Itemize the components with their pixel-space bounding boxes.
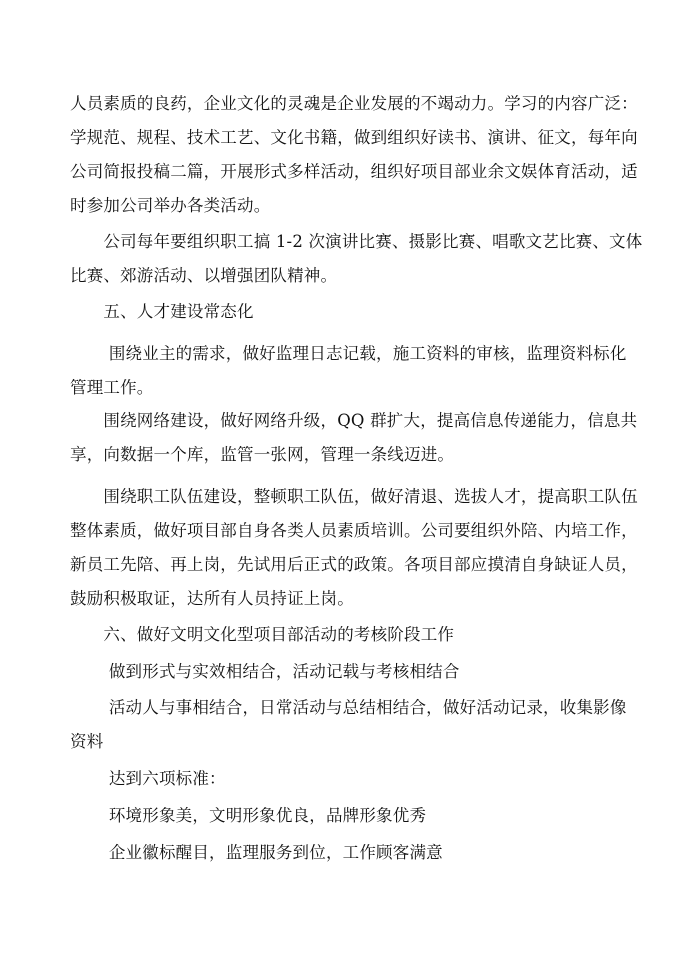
- text-line: 做到形式与实效相结合，活动记载与考核相结合: [70, 662, 460, 681]
- section-heading-6: [70, 618, 618, 652]
- text-line: 公司每年要组织职工搞 1-2 次演讲比赛、摄影比赛、唱歌文艺比赛、文体: [70, 232, 643, 251]
- paragraph-annual-events: [70, 225, 643, 293]
- section-heading-5: [70, 295, 618, 329]
- text-line: 管理工作。: [70, 378, 154, 397]
- text-line: 享，向数据一个库，监管一张网，管理一条线迈进。: [70, 445, 455, 464]
- text-line: 新员工先陪、再上岗，先试用后正式的政策。各项目部应摸清自身缺证人员，: [70, 555, 638, 574]
- text-line: 环境形象美，文明形象优良，品牌形象优秀: [70, 806, 427, 825]
- heading-text: 五、人才建设常态化: [70, 302, 254, 321]
- heading-text: 六、做好文明文化型项目部活动的考核阶段工作: [70, 625, 455, 644]
- text-line: 学规范、规程、技术工艺、文化书籍，做到组织好读书、演讲、征文，每年向: [70, 128, 638, 147]
- text-line: 比赛、郊游活动、以增强团队精神。: [70, 266, 338, 285]
- text-line: 活动人与事相结合，日常活动与总结相结合，做好活动记录，收集影像: [70, 698, 627, 717]
- text-line: 围绕职工队伍建设，整顿职工队伍，做好清退、选拔人才，提高职工队伍: [70, 487, 638, 506]
- paragraph-culture-learning: [70, 87, 638, 223]
- text-line: 资料: [70, 732, 104, 751]
- paragraph-form-effect: [70, 655, 618, 689]
- paragraph-people-events: [70, 691, 627, 759]
- text-line: 鼓励积极取证，达所有人员持证上岗。: [70, 589, 354, 608]
- paragraph-owner-needs: [70, 337, 627, 405]
- text-line: 人员素质的良药，企业文化的灵魂是企业发展的不竭动力。学习的内容广泛：: [70, 94, 638, 113]
- paragraph-image-standard: [70, 799, 618, 833]
- paragraph-six-standards: [70, 762, 618, 796]
- text-line: 企业徽标醒目，监理服务到位，工作顾客满意: [70, 843, 443, 862]
- text-line: 围绕业主的需求，做好监理日志记载，施工资料的审核，监理资料标化: [70, 344, 627, 363]
- paragraph-network-building: [70, 404, 638, 472]
- paragraph-logo-service: [70, 836, 618, 870]
- paragraph-staff-team: [70, 480, 638, 616]
- text-line: 公司简报投稿二篇，开展形式多样活动，组织好项目部业余文娱体育活动，适: [70, 162, 638, 181]
- text-line: 整体素质，做好项目部自身各类人员素质培训。公司要组织外陪、内培工作，: [70, 521, 638, 540]
- text-line: 达到六项标准：: [70, 769, 226, 788]
- text-line: 围绕网络建设，做好网络升级，QQ 群扩大，提高信息传递能力，信息共: [70, 411, 638, 430]
- text-line: 时参加公司举办各类活动。: [70, 196, 271, 215]
